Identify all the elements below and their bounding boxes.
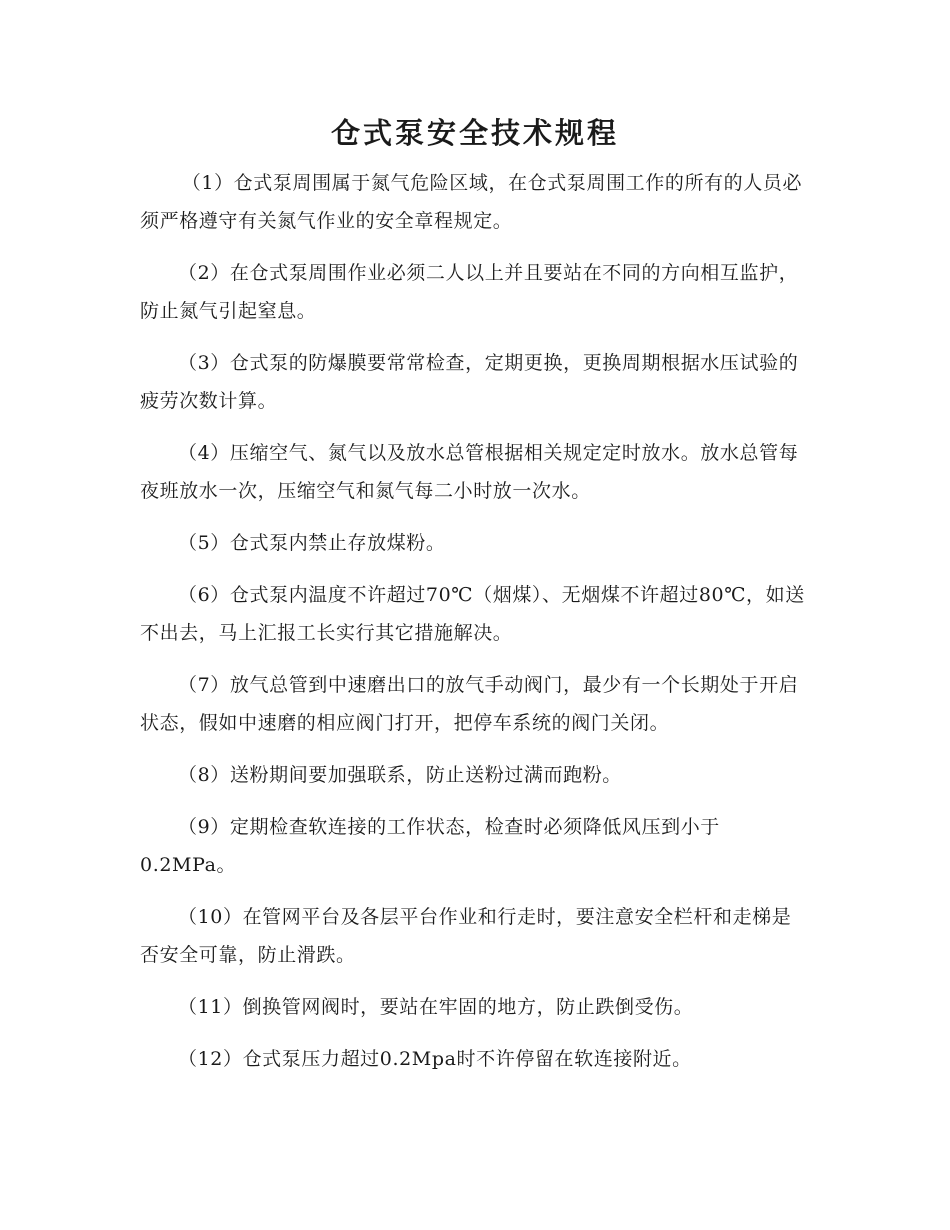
clause-9: （9）定期检查软连接的工作状态，检查时必须降低风压到小于0.2MPa。 <box>140 816 720 876</box>
clause-6: （6）仓式泵内温度不许超过70℃（烟煤）、无烟煤不许超过80℃，如送不出去，马上汇报工长实行其它措施解决。 <box>140 584 805 644</box>
clause-7: （7）放气总管到中速磨出口的放气手动阀门，最少有一个长期处于开启状态，假如中速磨的相应阀门打开，把停车系统的阀门关闭。 <box>140 674 799 734</box>
clause-2: （2）在仓式泵周围作业必须二人以上并且要站在不同的方向相互监护，防止氮气引起窒息。 <box>140 262 799 322</box>
clause-10: （10）在管网平台及各层平台作业和行走时，要注意安全栏杆和走梯是否安全可靠，防止滑跌。 <box>140 906 792 966</box>
clause-4: （4）压缩空气、氮气以及放水总管根据相关规定定时放水。放水总管每夜班放水一次，压缩空气和氮气每二小时放一次水。 <box>140 442 799 502</box>
clause-8: （8）送粉期间要加强联系，防止送粉过满而跑粉。 <box>178 764 622 786</box>
clause-5: （5）仓式泵内禁止存放煤粉。 <box>178 532 446 554</box>
document-title: 仓式泵安全技术规程 <box>330 116 619 150</box>
clause-12: （12）仓式泵压力超过0.2Mpa时不许停留在软连接附近。 <box>178 1048 692 1070</box>
document-body <box>140 164 808 1078</box>
clause-3: （3）仓式泵的防爆膜要常常检查，定期更换，更换周期根据水压试验的疲劳次数计算。 <box>140 352 799 412</box>
clause-11: （11）倒换管网阀时，要站在牢固的地方，防止跌倒受伤。 <box>178 996 694 1018</box>
clause-1: （1）仓式泵周围属于氮气危险区域，在仓式泵周围工作的所有的人员必须严格遵守有关氮气作业的安全章程规定。 <box>140 172 803 232</box>
